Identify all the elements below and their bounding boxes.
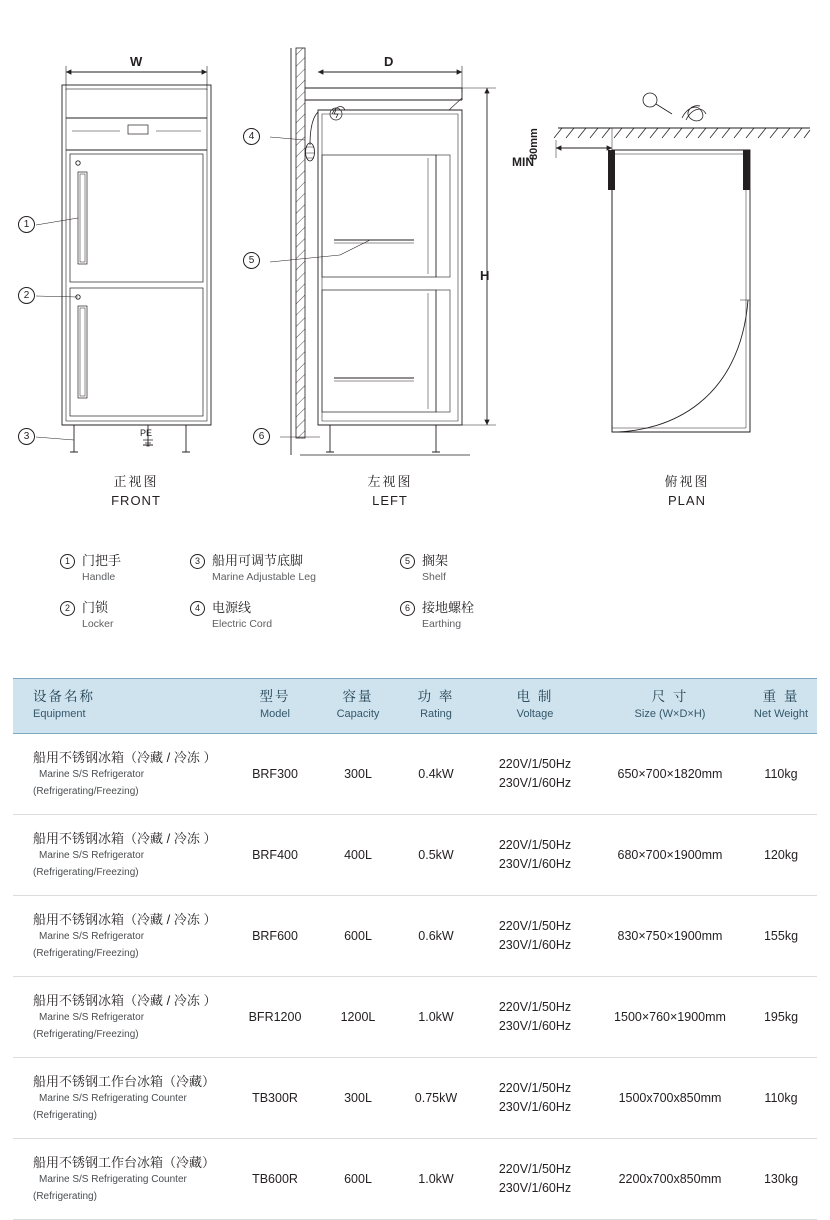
voltage-60hz: 230V/1/60Hz <box>498 937 572 952</box>
header-cn: 设备名称 <box>33 689 95 704</box>
legend-label-en: Shelf <box>422 570 446 583</box>
cell-voltage <box>475 895 595 976</box>
equipment-name-en: Marine S/S Refrigerating Counter <box>39 1174 187 1186</box>
callout-1: 1 <box>18 216 35 233</box>
column-header-capacity <box>319 679 397 734</box>
voltage-50hz: 220V/1/50Hz <box>498 757 572 772</box>
cell-capacity: 600L <box>319 895 397 976</box>
equipment-name-note: (Refrigerating) <box>33 1190 97 1202</box>
dimension-label-d: D <box>384 54 394 69</box>
dimension-label-min: MIN <box>512 155 534 169</box>
cell-capacity: 600L <box>319 1138 397 1219</box>
equipment-name-note: (Refrigerating/Freezing) <box>33 1028 139 1040</box>
cell-size: 1500×760×1900mm <box>595 976 745 1057</box>
legend-column-2 <box>190 552 400 633</box>
legend-text <box>422 552 448 585</box>
legend-item-shelf <box>400 552 560 585</box>
cell-rating: 0.5kW <box>397 814 475 895</box>
legend-item-earthing <box>400 599 560 632</box>
view-caption-front-en: FRONT <box>111 492 161 508</box>
cell-voltage <box>475 976 595 1057</box>
header-en: Rating <box>420 707 452 720</box>
callout-5: 5 <box>243 252 260 269</box>
header-en: Equipment <box>33 707 86 720</box>
view-caption-front-cn: 正视图 <box>113 474 159 489</box>
voltage-50hz: 220V/1/50Hz <box>498 1000 572 1015</box>
legend-label-cn: 电源线 <box>212 600 252 616</box>
legend-label-en: Marine Adjustable Leg <box>212 570 316 583</box>
view-caption-left-en: LEFT <box>372 492 408 508</box>
equipment-name-cn: 船用不锈钢工作台冰箱（冷藏） <box>33 1073 216 1089</box>
cell-weight: 130kg <box>745 1138 817 1219</box>
cell-model: BFR1200 <box>231 976 319 1057</box>
dimension-label-80mm: 80mm <box>528 128 540 160</box>
cell-voltage <box>475 1057 595 1138</box>
cell-capacity: 400L <box>319 814 397 895</box>
cell-model: TB300R <box>231 1057 319 1138</box>
voltage-50hz: 220V/1/50Hz <box>498 1081 572 1096</box>
equipment-name-en: Marine S/S Refrigerator <box>39 769 145 781</box>
legend-number: 5 <box>400 554 415 569</box>
equipment-name-cn: 船用不锈钢冰箱（冷藏 / 冷冻 ） <box>33 992 217 1008</box>
equipment-name-en: Marine S/S Refrigerator <box>39 1012 145 1024</box>
cell-equipment <box>13 895 231 976</box>
technical-drawings <box>0 0 830 530</box>
legend-number: 3 <box>190 554 205 569</box>
view-caption-front <box>76 473 196 511</box>
legend-item-handle <box>60 552 190 585</box>
voltage-60hz: 230V/1/60Hz <box>498 775 572 790</box>
callout-3: 3 <box>18 428 35 445</box>
cell-equipment <box>13 733 231 814</box>
equipment-name-note: (Refrigerating/Freezing) <box>33 785 139 797</box>
cell-capacity: 300L <box>319 733 397 814</box>
header-cn: 功 率 <box>417 689 455 704</box>
specification-table <box>13 678 817 1220</box>
cell-weight: 110kg <box>745 733 817 814</box>
equipment-name-cn: 船用不锈钢工作台冰箱（冷藏） <box>33 1154 216 1170</box>
cell-equipment <box>13 976 231 1057</box>
legend-label-en: Electric Cord <box>212 617 273 630</box>
voltage-50hz: 220V/1/50Hz <box>498 838 572 853</box>
legend-text <box>212 599 272 632</box>
equipment-name-en: Marine S/S Refrigerating Counter <box>39 1093 187 1105</box>
legend-text <box>82 552 121 585</box>
table-header-row <box>13 679 817 734</box>
equipment-name-en: Marine S/S Refrigerator <box>39 931 145 943</box>
header-cn: 电 制 <box>516 689 554 704</box>
cell-rating: 1.0kW <box>397 976 475 1057</box>
cell-voltage <box>475 733 595 814</box>
header-en: Model <box>260 707 290 720</box>
cell-voltage <box>475 814 595 895</box>
legend-number: 2 <box>60 601 75 616</box>
legend-column-3 <box>400 552 560 633</box>
view-caption-plan-cn: 俯视图 <box>664 474 710 489</box>
cell-size: 2200x700x850mm <box>595 1138 745 1219</box>
cell-model: BRF300 <box>231 733 319 814</box>
column-header-model <box>231 679 319 734</box>
cell-model: BRF600 <box>231 895 319 976</box>
cell-voltage <box>475 1138 595 1219</box>
legend-label-en: Locker <box>82 617 114 630</box>
legend-label-cn: 门锁 <box>82 600 109 616</box>
legend-label-cn: 船用可调节底脚 <box>212 553 304 568</box>
column-header-net-weight <box>745 679 817 734</box>
column-header-rating <box>397 679 475 734</box>
callout-6: 6 <box>253 428 270 445</box>
legend-number: 6 <box>400 601 415 616</box>
header-cn: 型号 <box>259 689 291 704</box>
callout-2: 2 <box>18 287 35 304</box>
equipment-name-cn: 船用不锈钢冰箱（冷藏 / 冷冻 ） <box>33 911 217 927</box>
equipment-name-note: (Refrigerating) <box>33 1109 97 1121</box>
parts-legend <box>60 552 770 633</box>
legend-number: 1 <box>60 554 75 569</box>
cell-rating: 0.6kW <box>397 895 475 976</box>
cell-equipment <box>13 814 231 895</box>
cell-model: TB600R <box>231 1138 319 1219</box>
table-row <box>13 1138 817 1219</box>
header-cn: 尺 寸 <box>651 689 689 704</box>
cell-size: 1500x700x850mm <box>595 1057 745 1138</box>
cell-equipment <box>13 1138 231 1219</box>
table-row <box>13 814 817 895</box>
dimension-label-w: W <box>130 54 143 69</box>
voltage-60hz: 230V/1/60Hz <box>498 1099 572 1114</box>
legend-text <box>82 599 114 632</box>
header-cn: 容量 <box>342 689 374 704</box>
view-caption-left-cn: 左视图 <box>367 474 413 489</box>
column-header-size <box>595 679 745 734</box>
pe-label: PE <box>140 428 153 438</box>
cell-rating: 0.4kW <box>397 733 475 814</box>
cell-rating: 1.0kW <box>397 1138 475 1219</box>
equipment-name-cn: 船用不锈钢冰箱（冷藏 / 冷冻 ） <box>33 749 217 765</box>
legend-label-en: Earthing <box>422 617 462 630</box>
column-header-equipment <box>13 679 231 734</box>
equipment-name-note: (Refrigerating/Freezing) <box>33 866 139 878</box>
equipment-name-note: (Refrigerating/Freezing) <box>33 947 139 959</box>
view-caption-left <box>330 473 450 511</box>
table-row <box>13 733 817 814</box>
voltage-60hz: 230V/1/60Hz <box>498 1018 572 1033</box>
callout-4: 4 <box>243 128 260 145</box>
cell-equipment <box>13 1057 231 1138</box>
table-row <box>13 895 817 976</box>
header-en: Capacity <box>336 707 380 720</box>
view-caption-plan <box>627 473 747 511</box>
drawing-canvas <box>0 0 830 530</box>
cell-size: 830×750×1900mm <box>595 895 745 976</box>
legend-item-marine-adjustable-leg <box>190 552 400 585</box>
header-cn: 重 量 <box>762 689 800 704</box>
table-row <box>13 1057 817 1138</box>
legend-column-1 <box>60 552 190 633</box>
dimension-label-h: H <box>480 268 490 283</box>
view-caption-plan-en: PLAN <box>668 492 706 508</box>
cell-weight: 110kg <box>745 1057 817 1138</box>
voltage-60hz: 230V/1/60Hz <box>498 1180 572 1195</box>
cell-size: 650×700×1820mm <box>595 733 745 814</box>
legend-item-locker <box>60 599 190 632</box>
cell-weight: 195kg <box>745 976 817 1057</box>
column-header-voltage <box>475 679 595 734</box>
cell-capacity: 300L <box>319 1057 397 1138</box>
cell-model: BRF400 <box>231 814 319 895</box>
legend-label-cn: 搁架 <box>422 553 449 568</box>
legend-label-cn: 门把手 <box>82 553 122 568</box>
cell-size: 680×700×1900mm <box>595 814 745 895</box>
cell-weight: 155kg <box>745 895 817 976</box>
header-en: Net Weight <box>753 707 809 720</box>
voltage-50hz: 220V/1/50Hz <box>498 1162 572 1177</box>
voltage-50hz: 220V/1/50Hz <box>498 919 572 934</box>
header-en: Voltage <box>516 707 554 720</box>
equipment-name-cn: 船用不锈钢冰箱（冷藏 / 冷冻 ） <box>33 830 217 846</box>
legend-label-cn: 接地螺栓 <box>422 600 475 616</box>
table-row <box>13 976 817 1057</box>
legend-text <box>212 552 316 585</box>
cell-capacity: 1200L <box>319 976 397 1057</box>
legend-item-electric-cord <box>190 599 400 632</box>
legend-text <box>422 599 474 632</box>
legend-number: 4 <box>190 601 205 616</box>
cell-rating: 0.75kW <box>397 1057 475 1138</box>
voltage-60hz: 230V/1/60Hz <box>498 856 572 871</box>
header-en: Size (W×D×H) <box>634 707 706 720</box>
equipment-name-en: Marine S/S Refrigerator <box>39 850 145 862</box>
legend-label-en: Handle <box>82 570 116 583</box>
cell-weight: 120kg <box>745 814 817 895</box>
